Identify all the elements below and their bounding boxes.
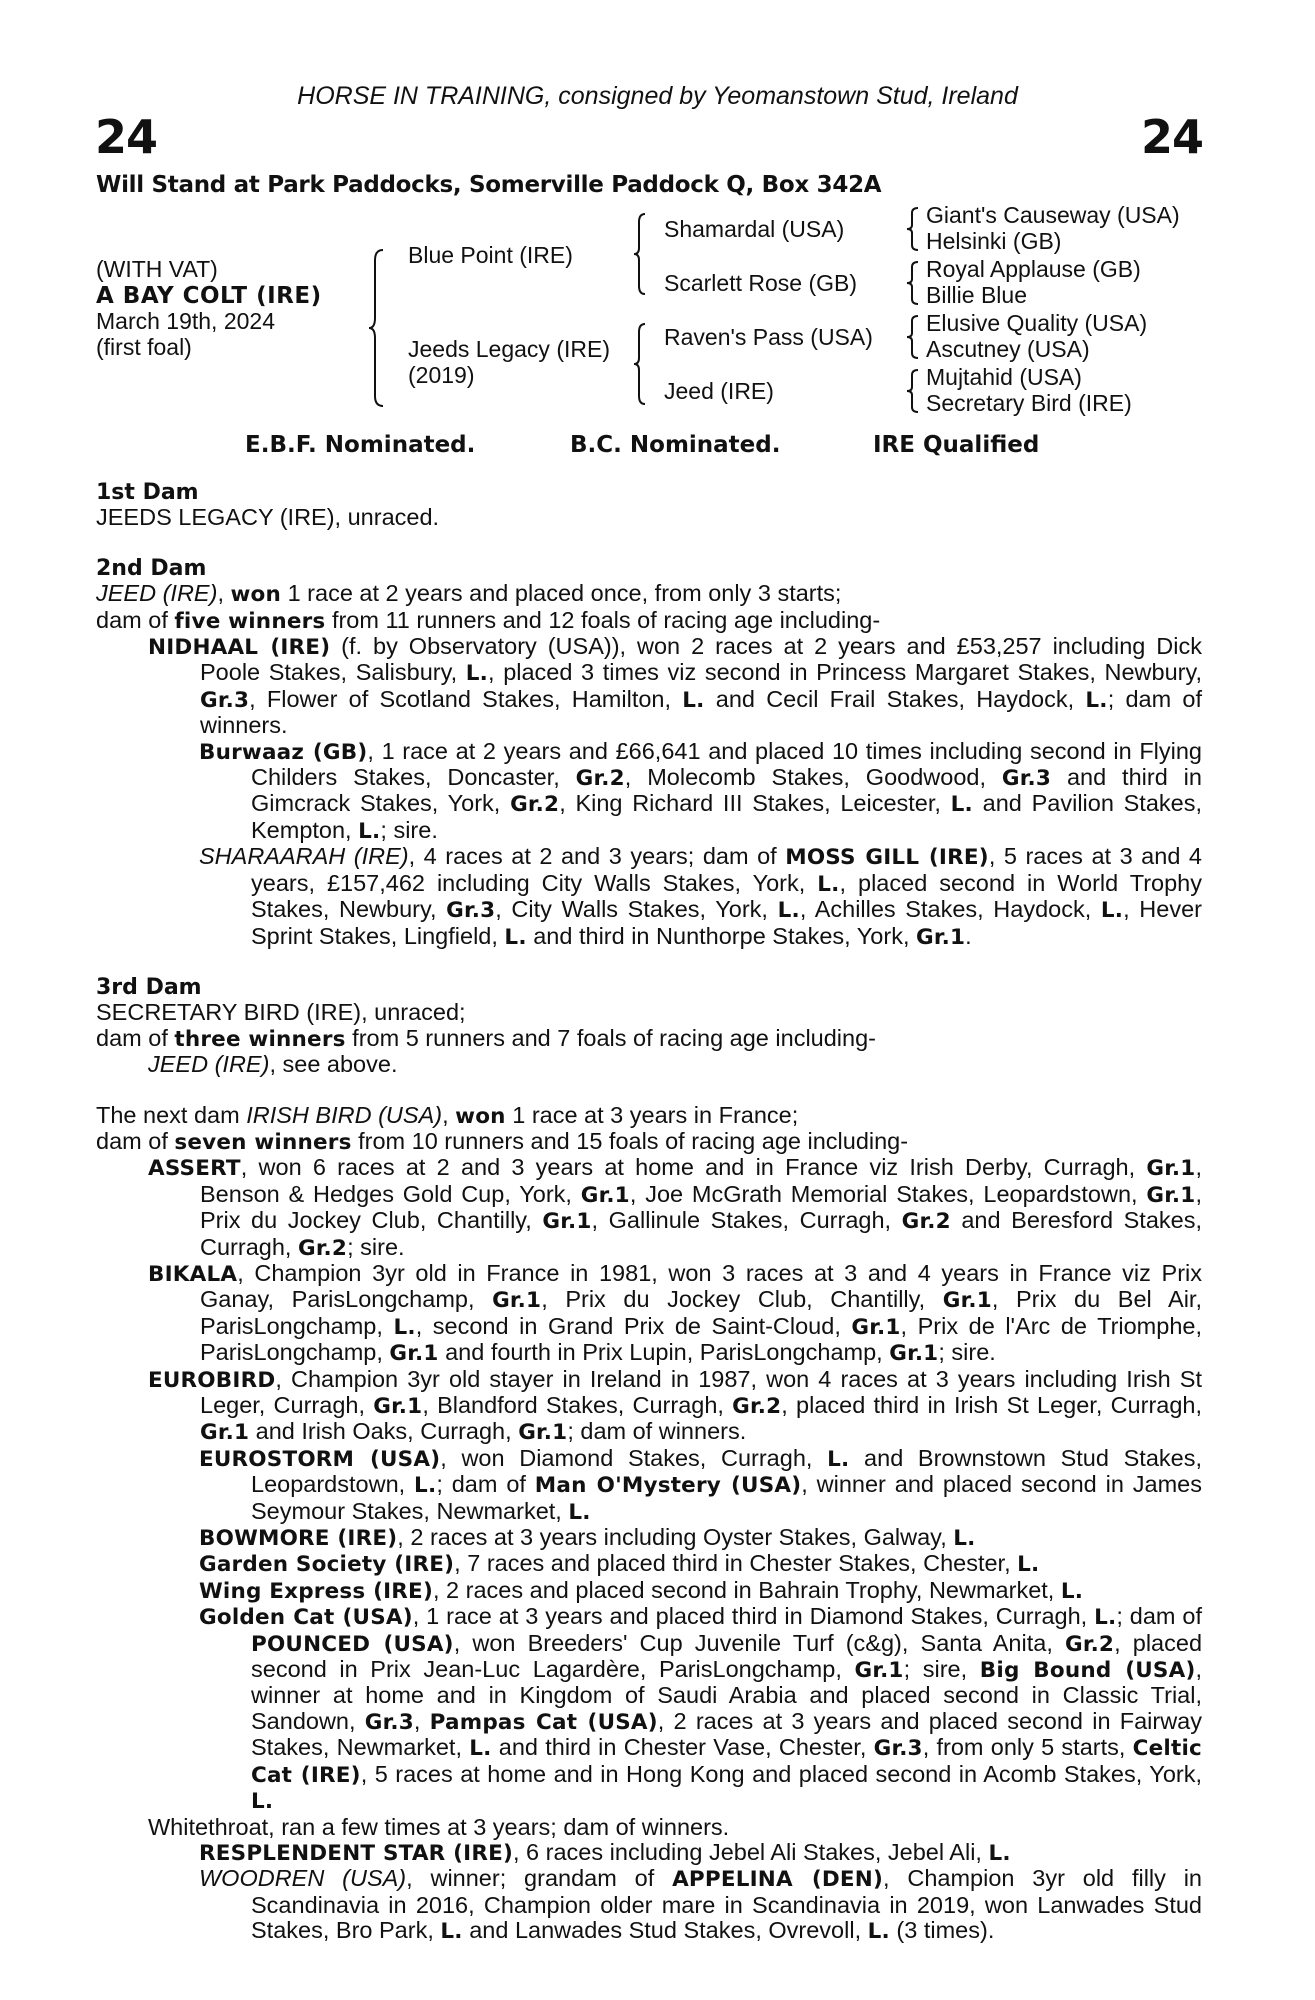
bold-run: POUNCED (USA) [251,1631,454,1657]
bold-run: L. [465,661,489,687]
bold-run: L. [469,1736,492,1762]
text-run: , winner and placed second in James Seymour Stakes, Newmarket, [251,1471,1202,1524]
ggp-ascutney: Ascutney (USA) [926,336,1090,362]
text-run: ; dam of [436,1471,535,1498]
text-run: and Irish Oaks, Curragh, [249,1418,519,1445]
bold-run: three winners [174,1026,346,1052]
second-dam-heading: 2nd Dam [96,555,207,581]
horse-name-text: A BAY COLT (IRE) [96,283,322,309]
foal-note: (first foal) [96,334,192,360]
text-run: and third in Chester Vase, Chester, [491,1734,874,1761]
bold-run: Wing Express (IRE) [199,1578,433,1604]
text-run: 1 race at 3 years in France; [505,1101,799,1128]
bold-run: Gr.1 [373,1394,423,1419]
bold-run: Gr.2 [297,1235,348,1261]
next-dam-line-1 [96,1103,1202,1129]
third-dam-heading: 3rd Dam [96,974,202,1000]
text-run: ; sire. [347,1233,405,1260]
produce-entry [96,844,1202,950]
text-run: from 5 runners and 7 foals of racing age including- [345,1024,876,1051]
ggp-billie-blue: Billie Blue [926,282,1027,308]
dam-dam: Jeed (IRE) [664,378,774,404]
sire-sire: Shamardal (USA) [664,216,845,242]
text-run: Whitethroat, ran a few times at 3 years; dam of winners. [148,1813,730,1840]
text-run: , won Breeders' Cup Juvenile Turf (c&g), Santa Anita, [453,1629,1065,1656]
text-run: , from only 5 starts, [922,1734,1133,1761]
text-run: , [217,580,231,607]
text-run: dam of [96,1127,175,1154]
foaling-date: March 19th, 2024 [96,308,276,334]
bold-run: Gr.1 [1146,1156,1196,1182]
bold-run: EUROBIRD [148,1367,276,1393]
bold-run: L. [414,1473,437,1499]
text-run: , 2 races at 3 years and placed second in Fairway Stakes, Newmarket, [251,1707,1203,1761]
bold-run: APPELINA (DEN) [672,1867,883,1893]
text-run: , winner; grandam of [406,1865,673,1892]
text-run: , Molecomb Stakes, Goodwood, [624,764,1002,791]
bold-run: Gr.1 [854,1658,904,1684]
produce-entry [96,634,1202,739]
text-run: , placed second in World Trophy Stakes, Newbury, [251,869,1202,923]
dam-sire: Raven's Pass (USA) [664,324,873,350]
text-run: , placed third in Irish St Leger, Curragh, [781,1392,1203,1418]
pedigree-brace-sire [632,212,648,296]
text-run: , Prix de l'Arc de Triomphe, ParisLongchamp, [200,1312,1202,1366]
first-dam-heading: 1st Dam [96,480,199,505]
text-run: , 1 race at 3 years and placed third in Diamond Stakes, Curragh, [412,1603,1095,1630]
bold-run: ASSERT [148,1156,241,1182]
third-dam-line-3 [96,1052,1202,1077]
bold-run: won [455,1103,506,1129]
bold-run: Gr.2 [1064,1631,1115,1657]
bold-run: Gr.1 [518,1420,568,1446]
bold-run: Gr.1 [542,1209,592,1235]
text-run: and Beresford Stakes, Curragh, [200,1207,1202,1260]
bold-run: BOWMORE (IRE) [199,1526,398,1552]
first-dam-text: JEEDS LEGACY (IRE), unraced. [96,504,440,531]
text-run: (f. by Observatory (USA)), won 2 races at 2 years and £53,257 including Dick Poole Stakes, Salisbury, [200,633,1202,686]
text-run: and fourth in Prix Lupin, ParisLongchamp, [438,1339,890,1366]
text-run: and Brownstown Stud Stakes, Leopardstown, [251,1444,1202,1498]
produce-entry [96,739,1202,845]
text-run: , won Diamond Stakes, Curragh, [440,1444,828,1471]
bold-run: Gr.1 [580,1182,630,1208]
pedigree-brace-ggp-3 [906,314,920,360]
ggp-secretary-bird: Secretary Bird (IRE) [926,390,1132,416]
text-run: SECRETARY BIRD (IRE), unraced; [96,999,466,1026]
text-run: , Gallinule Stakes, Curragh, [591,1207,902,1234]
second-dam-record [96,608,1202,634]
text-run: from 10 runners and 15 foals of racing age including- [351,1127,909,1154]
third-dam-line-1 [96,1000,1202,1025]
bold-run: L. [251,1789,274,1815]
bold-run: Big Bound (USA) [979,1658,1196,1684]
bold-run: MOSS GILL (IRE) [785,845,989,871]
text-run: ; dam of winners. [567,1418,747,1445]
bold-run: L. [682,687,705,713]
bold-run: Burwaaz (GB) [199,739,368,765]
bold-run: L. [358,818,381,844]
produce-entry [96,1367,1202,1446]
text-run: , see above. [269,1051,398,1078]
text-run: , winner at home and in Kingdom of Saudi Arabia and placed second in Classic Trial, Sandown, [251,1656,1203,1734]
ggp-royal-applause: Royal Applause (GB) [926,256,1141,282]
text-run: ; dam of winners. [200,685,1202,739]
bold-run: Celtic Cat (IRE) [251,1736,1202,1788]
produce-entry [96,1578,1202,1604]
bold-run: Gr.2 [510,792,560,818]
next-dam-entries [96,1155,1202,1944]
bc-nominated: B.C. Nominated. [570,432,781,458]
text-run: , 7 races and placed third in Chester Stakes, Chester, [454,1550,1018,1577]
bold-run: L. [1060,1578,1084,1604]
text-run: ; dam of [1116,1603,1202,1630]
produce-entry [96,1525,1202,1551]
italic-horse-name: JEED (IRE) [96,580,218,607]
bold-run: Gr.2 [901,1209,951,1235]
ire-qualified: IRE Qualified [873,432,1040,458]
bold-run: five winners [174,608,326,634]
bold-run: L. [817,871,840,897]
text-run: from 11 runners and 12 foals of racing age including- [325,606,881,633]
bold-run: BIKALA [148,1261,238,1287]
bold-run: L. [440,1919,463,1945]
text-run: and third in Gimcrack Stakes, York, [251,764,1202,817]
text-run: , 5 races at home and in Hong Kong and placed second in Acomb Stakes, York, [360,1760,1202,1787]
second-dam-entries [96,634,1202,950]
lot-number-left: 24 [95,110,158,164]
italic-horse-name: WOODREN (USA) [199,1865,407,1892]
text-run: , Prix du Jockey Club, Chantilly, [200,1180,1202,1234]
bold-run: L. [1100,898,1124,924]
produce-entry [96,1261,1202,1367]
text-run: , Benson & Hedges Gold Cup, York, [200,1154,1202,1207]
produce-entry [96,1866,1202,1944]
bold-run: L. [950,792,973,818]
text-run: and Cecil Frail Stakes, Haydock, [704,685,1086,712]
text-run: , 5 races at 3 and 4 years, £157,462 including City Walls Stakes, York, [251,843,1202,896]
bold-run: Gr.1 [389,1341,439,1367]
text-run: ; sire, [903,1656,980,1683]
bold-run: Gr.1 [942,1288,992,1314]
pedigree-brace-ggp-1 [906,206,920,252]
ggp-elusive-quality: Elusive Quality (USA) [926,310,1148,336]
bold-run: Gr.3 [200,687,250,713]
pedigree-brace-dam [632,322,648,406]
text-run: , King Richard III Stakes, Leicester, [559,790,951,817]
text-run: , Hever Sprint Stakes, Lingfield, [251,896,1202,949]
bold-run: Gr.1 [1146,1182,1196,1208]
text-run: , second in Grand Prix de Saint-Cloud, [415,1312,852,1339]
lot-number-right: 24 [1140,110,1203,164]
bold-run: Gr.1 [492,1288,542,1314]
text-run: , Prix du Jockey Club, Chantilly, [541,1286,943,1313]
bold-run: Golden Cat (USA) [199,1605,413,1631]
produce-entry [96,1446,1202,1525]
text-run: (3 times). [889,1917,995,1944]
italic-horse-name: JEED (IRE) [148,1051,270,1078]
bold-run: seven winners [174,1129,352,1155]
italic-horse-name: SHARAARAH (IRE) [199,843,409,870]
text-run: . [965,922,972,949]
consignor-line: HORSE IN TRAINING, consigned by Yeomanstown Stud, Ireland [297,82,1018,110]
text-run: ; sire. [938,1339,996,1366]
pedigree-brace-ggp-4 [906,368,920,414]
bold-run: L. [1085,687,1108,713]
bold-run: Gr.3 [873,1736,923,1762]
bold-run: NIDHAAL (IRE) [148,635,331,661]
text-run: and third in Nunthorpe Stakes, York, [526,922,917,949]
text-run: , Blandford Stakes, Curragh, [422,1392,733,1418]
produce-entry [96,1840,1202,1866]
ebf-nominated: E.B.F. Nominated. [245,432,476,458]
bold-run: won [230,582,282,608]
pedigree-brace-main [367,248,387,408]
bold-run: Gr.2 [732,1394,782,1419]
text-run: , 2 races at 3 years including Oyster Stakes, Galway, [397,1524,954,1551]
horse-name [96,282,322,309]
text-run: , placed 3 times viz second in Princess Margaret Stakes, Newbury, [488,659,1203,686]
text-run: and Pavilion Stakes, Kempton, [251,790,1203,843]
bold-run: Gr.3 [1001,766,1052,792]
text-run: , 6 races including Jebel Ali Stakes, Jebel Ali, [513,1838,989,1865]
text-run: , Flower of Scotland Stakes, Hamilton, [249,685,683,712]
italic-horse-name: IRISH BIRD (USA) [246,1101,443,1128]
text-run: , City Walls Stakes, York, [495,896,778,923]
text-run: , 1 race at 2 years and £66,641 and placed 10 times including second in Flying Childers Stakes, Doncaster, [251,737,1203,791]
bold-run: EUROSTORM (USA) [199,1446,441,1472]
text-run: ; sire. [380,816,438,843]
bold-run: L. [777,898,800,924]
bold-run: Gr.1 [889,1341,939,1367]
produce-entry [96,1815,1202,1840]
bold-run: Gr.1 [916,924,966,950]
text-run: , won 6 races at 2 and 3 years at home and in France viz Irish Derby, Curragh, [240,1154,1147,1181]
text-run: dam of [96,1024,175,1051]
bold-run: Gr.3 [364,1709,414,1735]
bold-run: L. [568,1499,591,1525]
ggp-mujtahid: Mujtahid (USA) [926,364,1082,390]
sire-dam: Scarlett Rose (GB) [664,270,857,296]
text-run: , Champion 3yr old in France in 1981, won 3 races at 3 and 4 years in France viz Prix Ganay, ParisLongchamp, [200,1259,1202,1313]
bold-run: RESPLENDENT STAR (IRE) [199,1840,513,1866]
sire-name: Blue Point (IRE) [408,242,573,268]
bold-run: L. [827,1446,850,1472]
text-run: , Achilles Stakes, Haydock, [799,896,1101,923]
produce-entry [96,1551,1202,1577]
bold-run: L. [1017,1552,1040,1578]
dam-name: Jeeds Legacy (IRE) [408,336,610,362]
text-run: , Joe McGrath Memorial Stakes, Leopardstown, [629,1180,1147,1207]
text-run: , 2 races and placed second in Bahrain Trophy, Newmarket, [432,1576,1061,1603]
next-dam-line-2 [96,1129,1202,1155]
bold-run: L. [504,924,527,950]
bold-run: L. [1094,1605,1117,1631]
text-run: 1 race at 2 years and placed once, from only 3 starts; [281,580,842,607]
text-run: The next dam [96,1101,247,1128]
ggp-giants-causeway: Giant's Causeway (USA) [926,202,1180,228]
bold-run: Man O'Mystery (USA) [534,1473,802,1499]
text-run: , Champion 3yr old filly in Scandinavia in 2016, Champion older mare in Scandinavia in 2019, won Lanwades Stud Stakes, Bro Park, [251,1865,1203,1944]
pedigree-notes [96,480,1202,1945]
produce-entry [96,1604,1202,1814]
bold-run: Gr.2 [575,766,625,792]
text-run: , [413,1707,430,1734]
bold-run: Gr.1 [200,1420,250,1446]
ggp-helsinki: Helsinki (GB) [926,228,1062,254]
text-run: , 4 races at 2 and 3 years; dam of [408,843,786,870]
bold-run: L. [953,1526,976,1552]
text-run: , Prix du Bel Air, ParisLongchamp, [200,1286,1202,1339]
bold-run: L. [393,1314,416,1340]
third-dam-line-2 [96,1026,1202,1052]
pedigree-brace-ggp-2 [906,260,920,306]
dam-year: (2019) [408,362,475,388]
bold-run: L. [988,1840,1011,1866]
vat-note: (WITH VAT) [96,256,218,282]
stabling-location: Will Stand at Park Paddocks, Somerville Paddock Q, Box 342A [96,172,882,198]
second-dam-intro [96,581,1202,607]
text-run: , placed second in Prix Jean-Luc Lagardère, ParisLongchamp, [251,1629,1203,1683]
text-run: and Lanwades Stud Stakes, Ovrevoll, [462,1917,868,1944]
bold-run: L. [867,1919,890,1945]
bold-run: Gr.3 [446,898,496,924]
text-run: dam of [96,606,175,633]
bold-run: Pampas Cat (USA) [429,1709,658,1735]
bold-run: Gr.1 [851,1314,901,1340]
text-run: , [442,1101,456,1128]
produce-entry [96,1155,1202,1261]
bold-run: Garden Society (IRE) [199,1552,455,1578]
text-run: , Champion 3yr old stayer in Ireland in 1987, won 4 races at 3 years including Irish St Leger, Curragh, [200,1365,1202,1418]
